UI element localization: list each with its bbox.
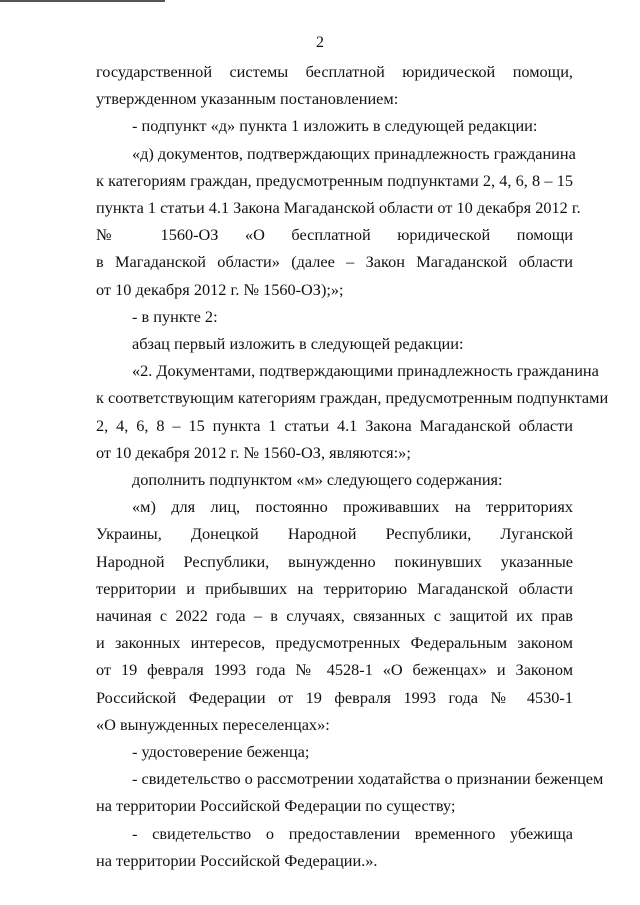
text-line: Народной Республики, вынужденно покинувших указанные [96,551,573,571]
paragraph [96,466,573,493]
text-line: № 1560-ОЗ «О бесплатной юридической помощи [96,225,573,245]
text-line: государственной системы бесплатной юридической помощи, [96,62,573,81]
text-line: - свидетельство о рассмотрении ходатайства о признании беженцем [132,769,604,789]
paragraph [96,493,573,738]
text-line: в Магаданской области» (далее – Закон Магаданской области [96,252,573,272]
text-line: начиная с 2022 года – в случаях, связанных с защитой их прав [96,606,573,626]
text-line: «м) для лиц, постоянно проживавших на территориях [132,497,573,517]
page-number: 2 [316,34,324,51]
paragraph [96,765,604,819]
paragraph [96,140,581,303]
paragraph [96,58,573,112]
paragraph [96,303,573,330]
text-line: от 10 декабря 2012 г. № 1560-ОЗ);»; [96,279,344,299]
paragraph [96,820,573,874]
text-line: - подпункт «д» пункта 1 изложить в следующей редакции: [132,116,538,136]
text-line: территории и прибывших на территорию Магаданской области [96,578,573,598]
document-body [96,58,609,874]
paragraph [96,738,573,765]
text-line: «О вынужденных переселенцах»: [96,714,330,734]
text-line: - свидетельство о предоставлении временного убежища [132,823,573,843]
text-line: на территории Российской Федерации по существу; [96,796,456,816]
text-line: к соответствующим категориям граждан, предусмотренным подпунктами [96,388,609,408]
text-line: - в пункте 2: [132,306,218,326]
scan-edge-line [0,0,165,2]
text-line: «д) документов, подтверждающих принадлежность гражданина [132,143,576,163]
text-line: - удостоверение беженца; [132,742,310,762]
text-line: на территории Российской Федерации.». [96,850,378,870]
text-line: Украины, Донецкой Народной Республики, Луганской [96,524,573,544]
text-line: от 10 декабря 2012 г. № 1560-ОЗ, являются:»; [96,442,411,462]
text-line: «2. Документами, подтверждающими принадлежность гражданина [132,361,599,381]
text-line: дополнить подпунктом «м» следующего содержания: [132,470,503,490]
text-line: пункта 1 статьи 4.1 Закона Магаданской области от 10 декабря 2012 г. [96,198,581,218]
text-line: и законных интересов, предусмотренных Федеральным законом [96,633,573,653]
text-line: от 19 февраля 1993 года № 4528-1 «О беженцах» и Законом [96,660,573,680]
paragraph [96,112,573,139]
paragraph [96,330,573,357]
paragraph [96,357,609,466]
text-line: утвержденном указанным постановлением: [96,89,399,109]
text-line: Российской Федерации от 19 февраля 1993 года № 4530-1 [96,687,573,707]
text-line: абзац первый изложить в следующей редакции: [132,334,464,354]
text-line: к категориям граждан, предусмотренным подпунктами 2, 4, 6, 8 – 15 [96,170,573,190]
text-line: 2, 4, 6, 8 – 15 пункта 1 статьи 4.1 Закона Магаданской области [96,415,573,435]
